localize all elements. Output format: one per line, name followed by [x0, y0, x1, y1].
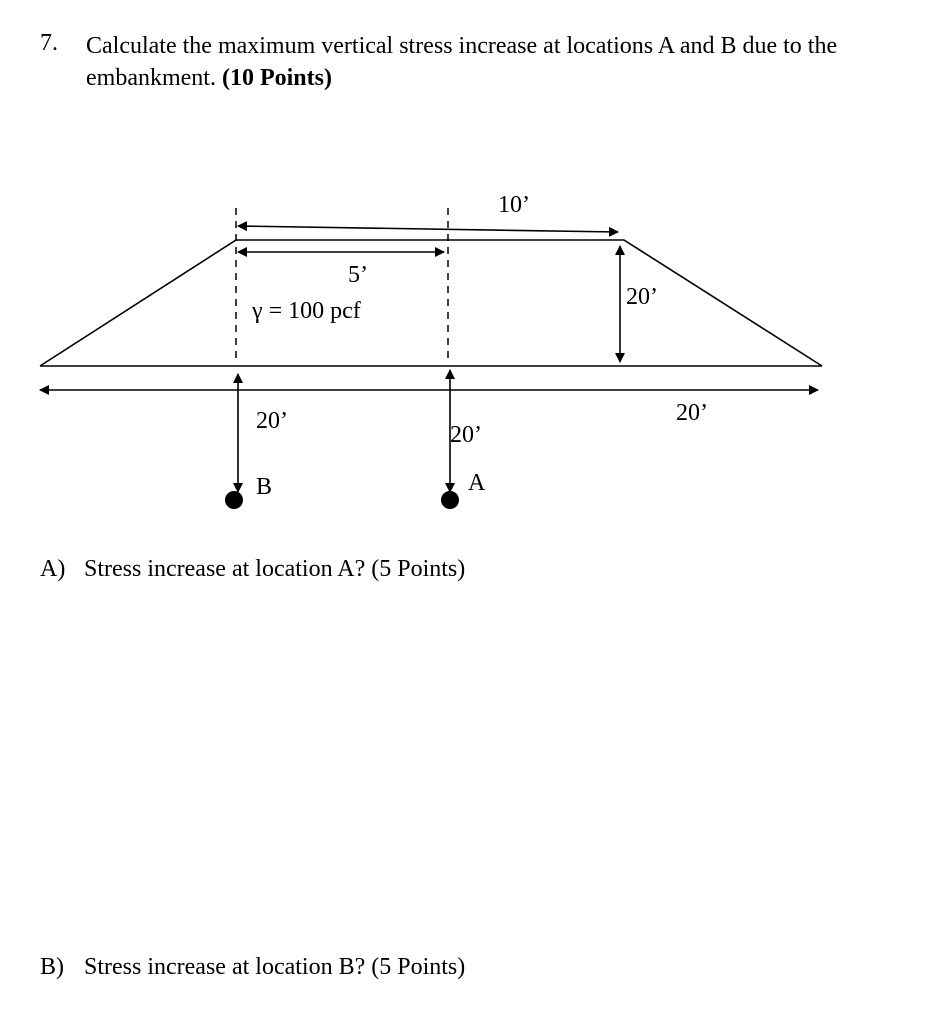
top-width-label: 10’ — [498, 192, 530, 218]
top-width-arrow — [238, 226, 618, 232]
sub-question-b — [40, 954, 465, 981]
sub-question-a-letter: A) — [40, 556, 66, 582]
question-points: (10 Points) — [221, 65, 332, 91]
question-number: 7. — [40, 30, 58, 56]
sub-question-b-letter: B) — [40, 954, 64, 980]
height-label: 20’ — [626, 284, 658, 310]
sub-question-a-text: Stress increase at location A? (5 Points) — [84, 556, 466, 582]
point-a-marker — [441, 491, 459, 509]
depth-b-label: 20’ — [256, 408, 288, 434]
half-width-label: 5’ — [348, 262, 368, 288]
point-a-label: A — [468, 470, 486, 496]
point-b-marker — [225, 491, 243, 509]
sub-question-b-text: Stress increase at location B? (5 Points) — [84, 954, 466, 980]
sub-question-a — [40, 556, 465, 583]
point-b-label: B — [256, 474, 273, 500]
slope-width-label: 20’ — [676, 400, 708, 426]
depth-a-label: 20’ — [450, 422, 482, 448]
unit-weight-label: γ = 100 pcf — [252, 298, 361, 324]
question-body: Calculate the maximum vertical stress increase at locations A and B due to the embankment. — [86, 33, 838, 91]
embankment-outline — [40, 240, 822, 366]
